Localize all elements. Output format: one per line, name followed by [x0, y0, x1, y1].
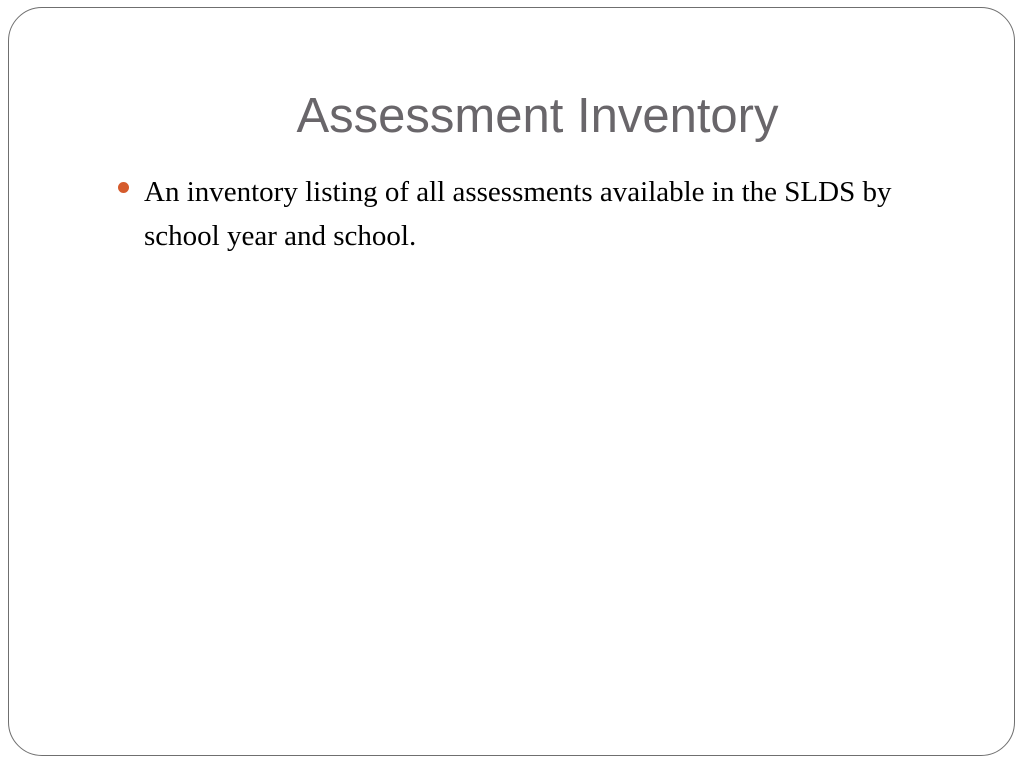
bullet-list — [116, 170, 956, 258]
bullet-item — [116, 170, 956, 258]
slide-title: Assessment Inventory — [296, 89, 779, 143]
bullet-text: An inventory listing of all assessments available in the SLDS by school year and school. — [144, 176, 892, 252]
bullet-dot-icon — [118, 182, 129, 193]
